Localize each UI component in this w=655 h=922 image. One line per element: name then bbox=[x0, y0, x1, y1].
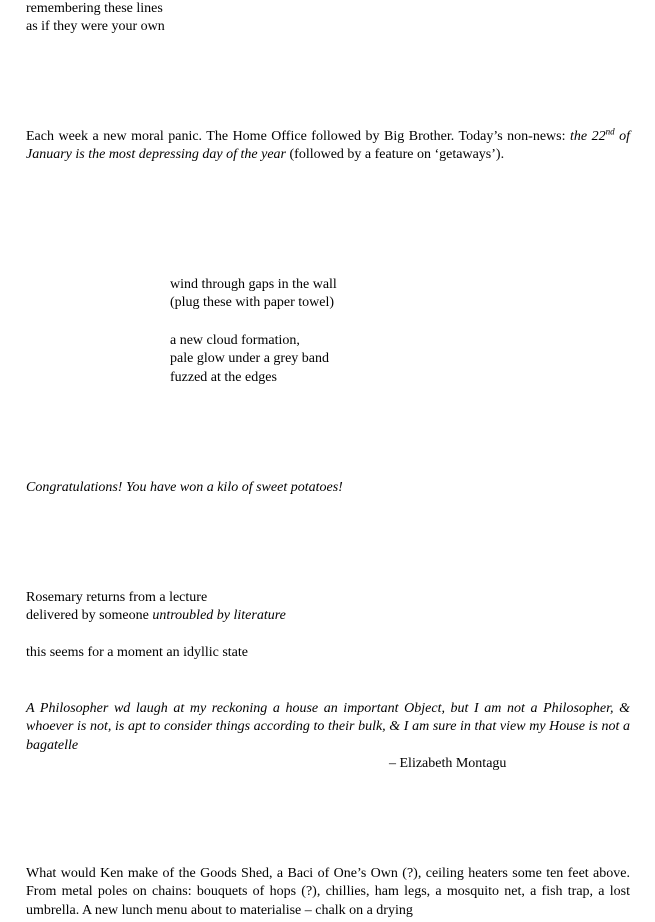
congrats-text: Congratulations! You have won a kilo of sweet potatoes! bbox=[26, 480, 343, 495]
quote-attribution: – Elizabeth Montagu bbox=[389, 756, 507, 771]
idyllic-line bbox=[26, 644, 630, 662]
text-line: remembering these lines bbox=[26, 1, 163, 16]
wind-poem-stanza-1 bbox=[170, 276, 590, 313]
text-line bbox=[26, 607, 630, 625]
montagu-quote bbox=[26, 700, 630, 755]
rosemary-stanza bbox=[26, 589, 630, 626]
wind-poem-stanza-2 bbox=[170, 332, 590, 387]
opening-lines bbox=[26, 0, 630, 37]
italic-text: of January is the most depressing day of the year bbox=[26, 129, 631, 163]
poem-line: a new cloud formation, bbox=[170, 333, 300, 348]
text-line: Rosemary returns from a lecture bbox=[26, 590, 208, 605]
ordinal-suffix: nd bbox=[605, 126, 615, 137]
panic-text-end: (followed by a feature on ‘getaways’). bbox=[286, 147, 505, 163]
poem-line: fuzzed at the edges bbox=[170, 369, 277, 385]
poem-line: wind through gaps in the wall bbox=[170, 277, 337, 292]
paragraph-text: What would Ken make of the Goods Shed, a Baci of One’s Own (?), ceiling heaters some ten feet above. From metal poles on chains: bouquets of hops (?), chillies, ham legs, a mosquito net, a fish trap, a lost umbrella. A new lunch menu about to materialise – chalk on a drying bbox=[26, 866, 630, 918]
text-line: this seems for a moment an idyllic state bbox=[26, 645, 249, 660]
poem-line: (plug these with paper towel) bbox=[170, 295, 335, 311]
poem-line: pale glow under a grey band bbox=[170, 351, 329, 367]
moral-panic-paragraph bbox=[26, 128, 630, 165]
plain-text: delivered by someone bbox=[26, 608, 153, 624]
goods-shed-paragraph bbox=[26, 865, 630, 920]
italic-text: untroubled by literature bbox=[152, 608, 286, 624]
quote-text: A Philosopher wd laugh at my reckoning a house an important Object, but I am not a Philosopher, & whoever is not, is apt to consider things according to their bulk, & I am sure in that view my House is not a bagatelle bbox=[26, 701, 630, 753]
panic-text: Each week a new moral panic. The Home Office followed by Big Brother. Today’s non-news: bbox=[26, 129, 566, 144]
text-line: as if they were your own bbox=[26, 19, 165, 35]
italic-text: the 22 bbox=[570, 129, 606, 144]
congratulations-line bbox=[26, 479, 630, 497]
